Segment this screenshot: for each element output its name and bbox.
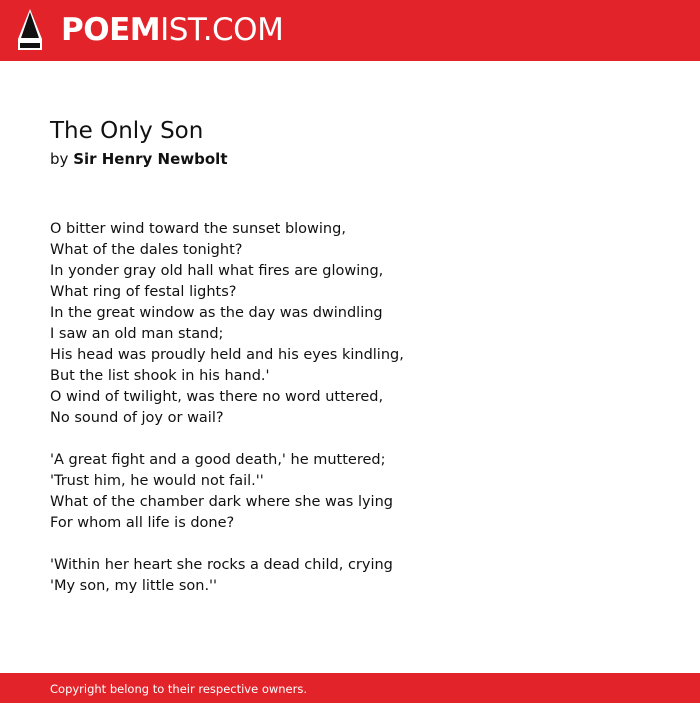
site-footer [0, 673, 700, 703]
poem-line: 'Trust him, he would not fail.'' [50, 473, 264, 489]
poem-line: What of the chamber dark where she was lying [50, 494, 393, 510]
stanza-gap [50, 429, 650, 450]
stanza [50, 450, 650, 534]
poem-line: No sound of joy or wail? [50, 410, 224, 426]
poem-line: I saw an old man stand; [50, 326, 224, 342]
poem-line: O wind of twilight, was there no word uttered, [50, 389, 384, 405]
brand-light: IST.COM [160, 12, 284, 48]
poem-title: The Only Son [50, 118, 204, 144]
pen-nib-icon[interactable] [17, 9, 43, 51]
copyright-text: Copyright belong to their respective owners. [50, 682, 308, 696]
poem-author: Sir Henry Newbolt [73, 150, 228, 168]
stanza [50, 219, 650, 429]
poem-line: In the great window as the day was dwindling [50, 305, 383, 321]
poem-line: But the list shook in his hand.' [50, 368, 270, 384]
poem-line: In yonder gray old hall what fires are glowing, [50, 263, 384, 279]
poem-line: 'My son, my little son.'' [50, 578, 218, 594]
poem-line: For whom all life is done? [50, 515, 235, 531]
stanza [50, 555, 650, 597]
poem-byline [50, 149, 228, 169]
site-logo-link[interactable] [61, 11, 283, 49]
poem-line: O bitter wind toward the sunset blowing, [50, 221, 346, 237]
stanza-gap [50, 534, 650, 555]
poem-line: What of the dales tonight? [50, 242, 243, 258]
poem-line: His head was proudly held and his eyes kindling, [50, 347, 404, 363]
poem-body [50, 219, 650, 597]
by-label: by [50, 150, 69, 168]
site-header [0, 0, 700, 61]
brand-bold: POEM [61, 12, 161, 48]
poem-line: 'A great fight and a good death,' he muttered; [50, 452, 386, 468]
poem-line: 'Within her heart she rocks a dead child, crying [50, 557, 393, 573]
poem-line: What ring of festal lights? [50, 284, 237, 300]
